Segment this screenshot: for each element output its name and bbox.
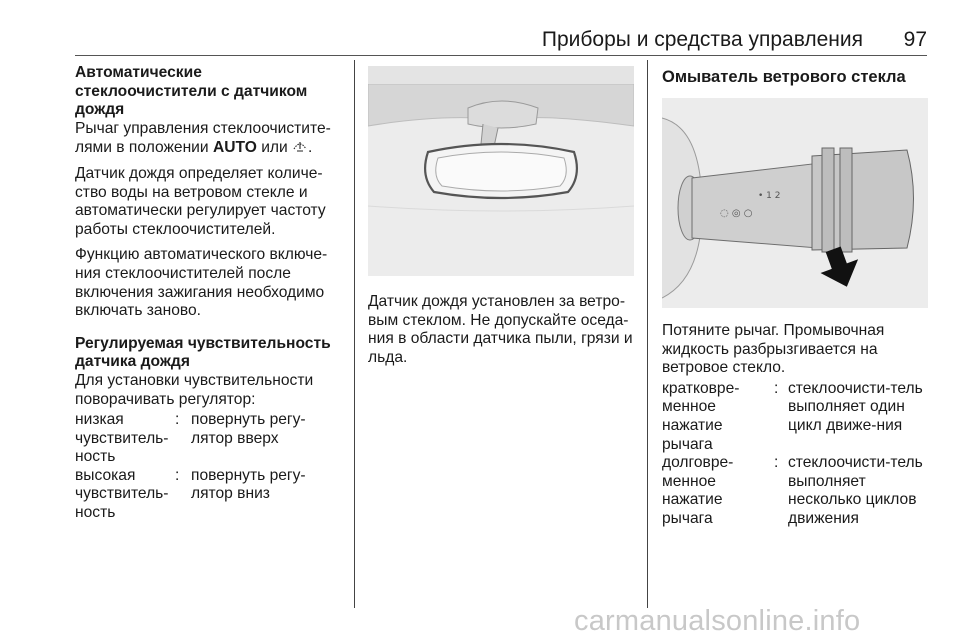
washer-table bbox=[662, 380, 930, 529]
section-title: Приборы и средства управления bbox=[541, 28, 863, 51]
table-separator: : bbox=[175, 411, 180, 429]
svg-text:• 1 2: • 1 2 bbox=[758, 191, 781, 201]
mirror-drawing bbox=[368, 66, 634, 276]
table-desc: стеклоочисти-тель выполняет несколько циклов движения bbox=[788, 454, 923, 527]
sensitivity-instruction: Для установки чувствительности поворачивать регулятор: bbox=[75, 371, 314, 408]
column-1 bbox=[75, 64, 347, 523]
sensitivity-heading: Регулируемая чувствительность датчика дождя bbox=[75, 334, 331, 371]
page-number: 97 bbox=[903, 28, 927, 51]
column-divider-2 bbox=[647, 60, 648, 608]
table-desc: повернуть регу-лятор вниз bbox=[191, 466, 306, 503]
auto-label: AUTO bbox=[212, 139, 257, 157]
svg-text:◌ ◎ ○: ◌ ◎ ○ bbox=[720, 208, 753, 219]
wiper-lever-illustration bbox=[662, 98, 928, 308]
wiper-rain-sensor-icon bbox=[292, 140, 308, 155]
restart-note: Функцию автоматического включе-ния стеклоочистителей после включения зажигания необходимо включать заново. bbox=[75, 246, 328, 320]
washer-heading-block bbox=[662, 68, 930, 87]
table-separator: : bbox=[175, 466, 180, 484]
page-header bbox=[75, 28, 927, 52]
table-term: кратковре-менное нажатие рычага bbox=[662, 379, 740, 453]
column-2 bbox=[368, 293, 634, 374]
sensor-caption: Датчик дождя установлен за ветро-вым стеклом. Не допускайте оседа-ния в области датчика пыли, грязи и льда. bbox=[368, 293, 633, 366]
table-separator: : bbox=[774, 379, 779, 397]
header-divider bbox=[75, 55, 927, 56]
table-term: низкая чувствитель-ность bbox=[75, 411, 169, 466]
table-separator: : bbox=[774, 454, 779, 472]
washer-heading: Омыватель ветрового стекла bbox=[662, 68, 906, 86]
washer-instruction: Потяните рычаг. Промывочная жидкость разбрызгивается на ветровое стекло. bbox=[662, 322, 885, 377]
rain-sensor-illustration bbox=[368, 66, 634, 276]
lever-drawing bbox=[662, 98, 928, 308]
table-desc: стеклоочисти-тель выполняет один цикл движе-ния bbox=[788, 379, 923, 434]
rain-sensor-heading: Автоматические стеклоочистители с датчиком дождя bbox=[75, 64, 308, 119]
column-divider-1 bbox=[354, 60, 355, 608]
sensitivity-table bbox=[75, 411, 347, 523]
column-3 bbox=[662, 322, 930, 529]
table-term: долговре-менное нажатие рычага bbox=[662, 454, 734, 527]
lever-position-text: Рычаг управления стеклоочистите-лями в положении AUTO или . bbox=[75, 119, 331, 157]
table-term: высокая чувствитель-ность bbox=[75, 466, 169, 522]
table-desc: повернуть регу-лятор вверх bbox=[191, 411, 306, 447]
site-watermark: carmanualsonline.info bbox=[574, 605, 861, 637]
sensor-description: Датчик дождя определяет количе-ство воды на ветровом стекле и автоматически регулирует частоту работы стеклоочистителей. bbox=[75, 164, 326, 238]
